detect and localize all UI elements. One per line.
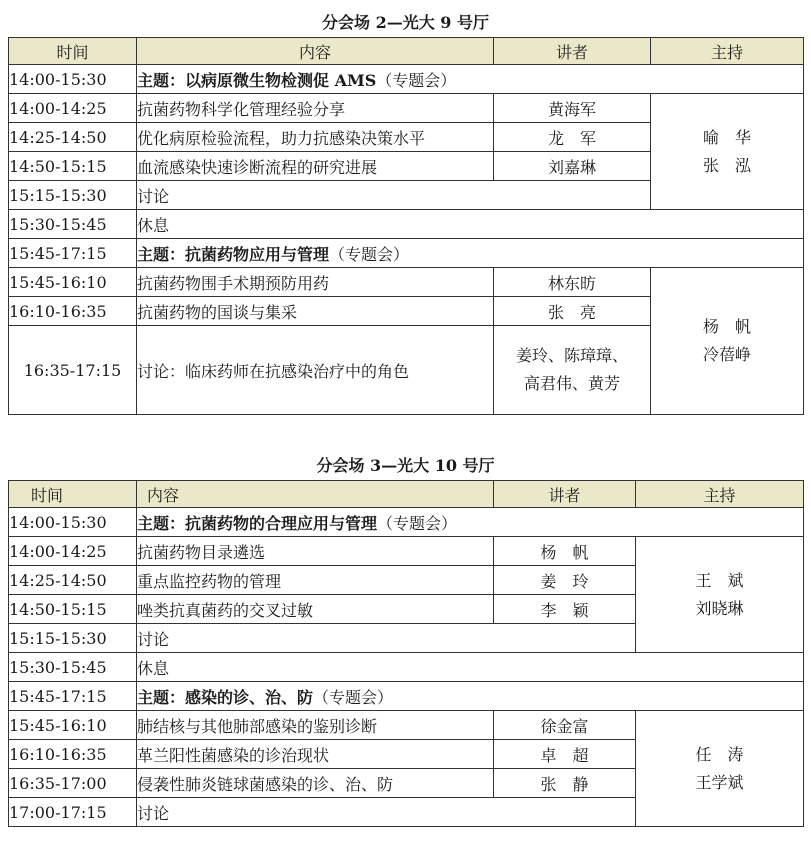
content-cell: 侵袭性肺炎链球菌感染的诊、治、防: [137, 769, 494, 798]
schedule-table: [8, 480, 804, 827]
time-cell: 14:50-15:15: [9, 152, 137, 181]
header-host: 主持: [636, 481, 804, 508]
theme-tag: （专题会）: [377, 513, 458, 533]
table-header-row: [9, 481, 804, 508]
content-cell: 抗菌药物的国谈与集采: [137, 297, 494, 326]
content-cell: 肺结核与其他肺部感染的鉴别诊断: [137, 711, 494, 740]
speaker-line: 高君伟、黄芳: [523, 374, 620, 393]
theme-tag: （专题会）: [329, 244, 410, 264]
theme-row: [9, 65, 804, 94]
speaker-cell: 杨 帆: [494, 537, 636, 566]
speaker-cell: 李 颖: [494, 595, 636, 624]
theme-row: [9, 239, 804, 268]
schedule-table: [8, 37, 804, 415]
header-content: 内容: [137, 481, 494, 508]
break-row: [9, 210, 804, 239]
host-name: 王 斌: [695, 570, 744, 590]
content-cell: 抗菌药物围手术期预防用药: [137, 268, 494, 297]
time-cell: 15:30-15:45: [9, 210, 137, 239]
host-name: 任 涛: [695, 744, 744, 764]
speaker-cell: 姜 玲: [494, 566, 636, 595]
theme-cell: [137, 508, 804, 537]
content-cell: 休息: [137, 210, 804, 239]
time-cell: 14:00-15:30: [9, 508, 137, 537]
time-cell: 15:45-17:15: [9, 239, 137, 268]
content-cell: 讨论: [137, 798, 636, 827]
content-cell: 抗菌药物目录遴选: [137, 537, 494, 566]
time-cell: 15:45-16:10: [9, 268, 137, 297]
host-name: 王学斌: [695, 772, 744, 792]
speaker-cell: 黄海军: [494, 94, 651, 123]
header-speaker: 讲者: [494, 481, 636, 508]
header-content: 内容: [137, 38, 494, 65]
time-cell: 16:10-16:35: [9, 297, 137, 326]
host-cell: [651, 94, 804, 210]
table-row: [9, 94, 804, 123]
table-header-row: [9, 38, 804, 65]
speaker-cell: 林东昉: [494, 268, 651, 297]
header-time: 时间: [9, 38, 137, 65]
time-cell: 14:25-14:50: [9, 123, 137, 152]
host-name: 杨 帆: [702, 317, 751, 336]
table-row: [9, 711, 804, 740]
time-cell: 14:50-15:15: [9, 595, 137, 624]
content-cell: 讨论: [137, 181, 651, 210]
host-name: 冷蓓峥: [702, 345, 751, 364]
host-name: 张 泓: [702, 155, 751, 175]
time-cell: 15:30-15:45: [9, 653, 137, 682]
venue-title: 分会场 2—光大 9 号厅: [322, 13, 489, 32]
speaker-cell: 张 亮: [494, 297, 651, 326]
speaker-cell: 刘嘉琳: [494, 152, 651, 181]
time-cell: 16:10-16:35: [9, 740, 137, 769]
time-cell: 14:00-14:25: [9, 94, 137, 123]
theme-row: [9, 508, 804, 537]
break-row: [9, 653, 804, 682]
host-name: 喻 华: [702, 127, 751, 147]
theme-cell: [137, 682, 804, 711]
content-cell: 优化病原检验流程，助力抗感染决策水平: [137, 123, 494, 152]
host-name: 刘晓琳: [695, 598, 744, 618]
table-row: [9, 268, 804, 297]
time-cell: 16:35-17:00: [9, 769, 137, 798]
speaker-cell: 徐金富: [494, 711, 636, 740]
theme-row: [9, 682, 804, 711]
content-cell: 讨论：临床药师在抗感染治疗中的角色: [137, 326, 494, 415]
time-cell: 15:45-17:15: [9, 682, 137, 711]
theme-cell: [137, 239, 804, 268]
content-cell: 重点监控药物的管理: [137, 566, 494, 595]
content-cell: 休息: [137, 653, 804, 682]
time-cell: 15:15-15:30: [9, 624, 137, 653]
time-cell: 14:25-14:50: [9, 566, 137, 595]
time-cell: 14:00-15:30: [9, 65, 137, 94]
table-row: [9, 537, 804, 566]
speaker-cell: 张 静: [494, 769, 636, 798]
speaker-cell: 龙 军: [494, 123, 651, 152]
theme-title: 主题：以病原微生物检测促 AMS: [137, 70, 377, 90]
speaker-line: 姜玲、陈璋璋、: [515, 346, 628, 365]
time-cell: 15:45-16:10: [9, 711, 137, 740]
host-cell: [636, 537, 804, 653]
theme-title: 主题：抗菌药物应用与管理: [137, 244, 330, 264]
host-cell: [636, 711, 804, 827]
time-cell: 16:35-17:15: [9, 326, 137, 415]
header-time: 时间: [9, 481, 137, 508]
theme-title: 主题：抗菌药物的合理应用与管理: [137, 513, 378, 533]
time-cell: 17:00-17:15: [9, 798, 137, 827]
content-cell: 抗菌药物科学化管理经验分享: [137, 94, 494, 123]
theme-tag: （专题会）: [313, 687, 394, 707]
content-cell: 血流感染快速诊断流程的研究进展: [137, 152, 494, 181]
theme-cell: [137, 65, 804, 94]
content-cell: 唑类抗真菌药的交叉过敏: [137, 595, 494, 624]
speaker-cell: [494, 326, 651, 415]
header-host: 主持: [651, 38, 804, 65]
time-cell: 15:15-15:30: [9, 181, 137, 210]
theme-tag: （专题会）: [376, 70, 457, 90]
host-cell: [651, 268, 804, 415]
venue-title: 分会场 3—光大 10 号厅: [316, 456, 495, 475]
time-cell: 14:00-14:25: [9, 537, 137, 566]
content-cell: 讨论: [137, 624, 636, 653]
content-cell: 革兰阳性菌感染的诊治现状: [137, 740, 494, 769]
header-speaker: 讲者: [494, 38, 651, 65]
speaker-cell: 卓 超: [494, 740, 636, 769]
theme-title: 主题：感染的诊、治、防: [137, 687, 314, 707]
